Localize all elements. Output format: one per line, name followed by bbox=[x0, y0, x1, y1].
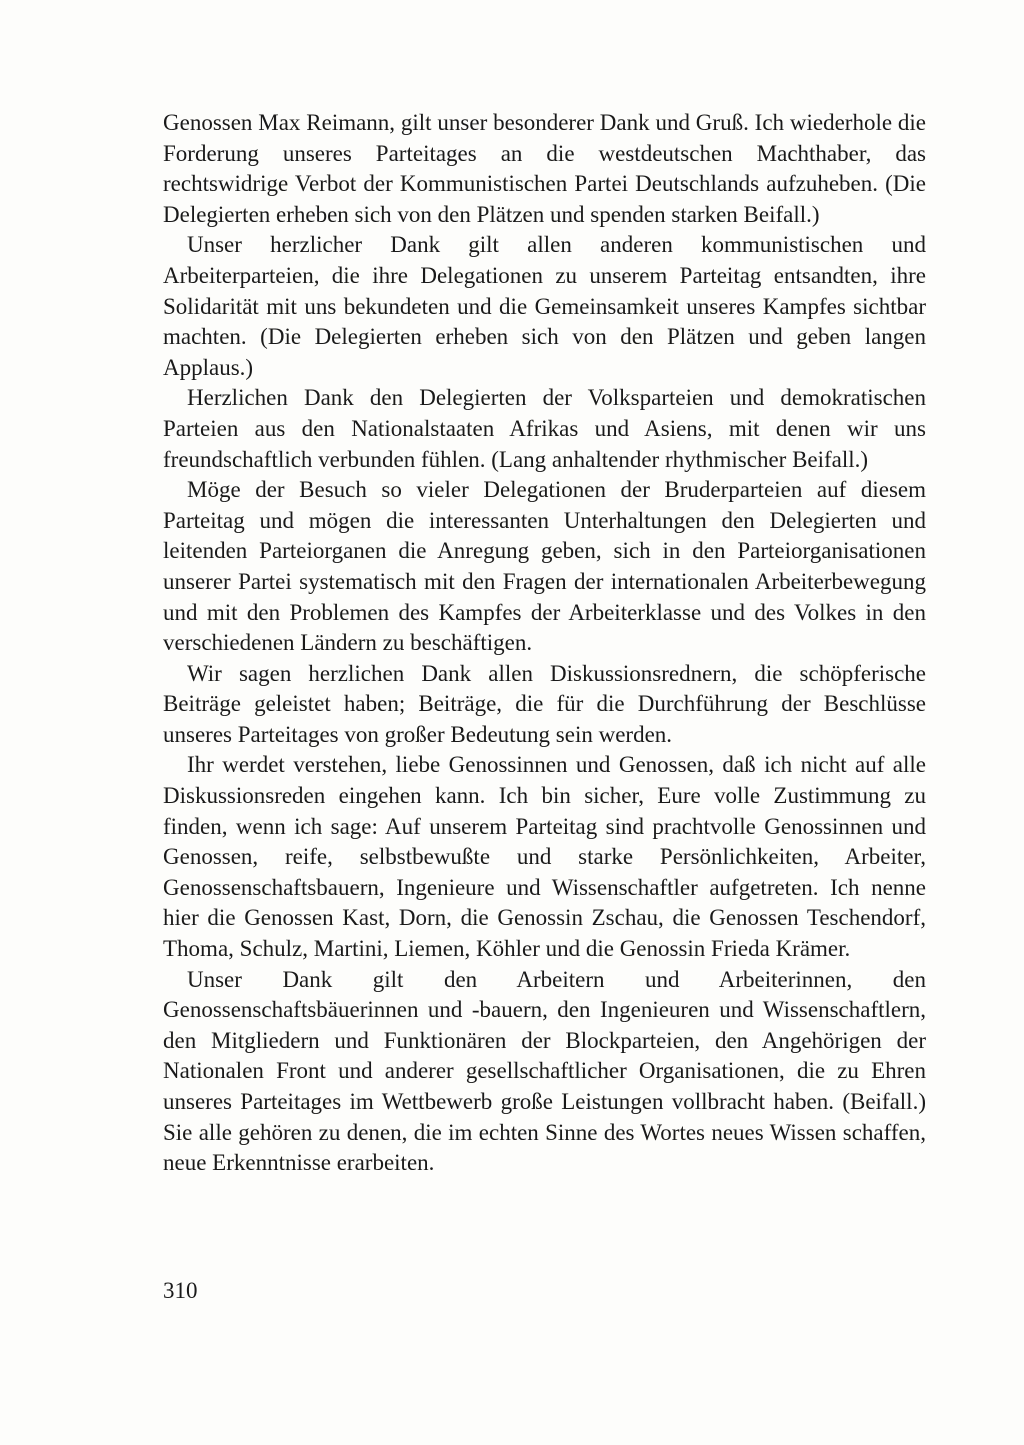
paragraph-3: Herzlichen Dank den Delegierten der Volksparteien und demokratischen Parteien aus den Nationalstaaten Afrikas und Asiens, mit denen wir uns freundschaftlich verbunden fühlen. (Lang anhaltender rhythmischer Beifall.) bbox=[163, 385, 926, 472]
paragraph-6: Ihr werdet verstehen, liebe Genossinnen und Genossen, daß ich nicht auf alle Diskussionsreden eingehen kann. Ich bin sicher, Eure volle Zustimmung zu finden, wenn ich sage: Auf unserem Parteitag sind prachtvolle Genossinnen und Genossen, reife, selbstbewußte und starke Persönlichkeiten, Arbeiter, Genossenschaftsbauern, Ingenieure und Wissenschaftler aufgetreten. Ich nenne hier die Genossen Kast, Dorn, die Genossin Zschau, die Genossen Teschendorf, Thoma, Schulz, Martini, Liemen, Köhler und die Genossin Frieda Krämer. bbox=[163, 752, 926, 962]
body-text bbox=[163, 108, 926, 1179]
paragraph-1: Genossen Max Reimann, gilt unser besonderer Dank und Gruß. Ich wiederhole die Forderung unseres Parteitages an die westdeutschen Machthaber, das rechtswidrige Verbot der Kommunistischen Partei Deutschlands aufzuheben. (Die Delegierten erheben sich von den Plätzen und spenden starken Beifall.) bbox=[163, 110, 926, 227]
page-number: 310 bbox=[163, 1278, 198, 1303]
paragraph-2: Unser herzlicher Dank gilt allen anderen kommunistischen und Arbeiterparteien, die ihre Delegationen zu unserem Parteitag entsandten, ihre Solidarität mit uns bekundeten und die Gemeinsamkeit unseres Kampfes sichtbar machten. (Die Delegierten erheben sich von den Plätzen und geben langen Applaus.) bbox=[163, 232, 926, 380]
paragraph-4: Möge der Besuch so vieler Delegationen der Bruderparteien auf diesem Parteitag und mögen die interessanten Unterhaltungen den Delegierten und leitenden Parteiorganen die Anregung geben, sich in den Parteiorganisationen unserer Partei systematisch mit den Fragen der internationalen Arbeiterbewegung und mit den Problemen des Kampfes der Arbeiterklasse und des Volkes in den verschiedenen Ländern zu beschäftigen. bbox=[163, 477, 926, 656]
paragraph-5: Wir sagen herzlichen Dank allen Diskussionsrednern, die schöpferische Beiträge geleistet haben; Beiträge, die für die Durchführung der Beschlüsse unseres Parteitages von großer Bedeutung sein werden. bbox=[163, 660, 926, 747]
paragraph-7: Unser Dank gilt den Arbeitern und Arbeiterinnen, den Genossenschaftsbäuerinnen und -bauern, den Ingenieuren und Wissenschaftlern, den Mitgliedern und Funktionären der Blockparteien, den Angehörigen der Nationalen Front und anderer gesellschaftlicher Organisationen, die zu Ehren unseres Parteitages im Wettbewerb große Leistungen vollbracht haben. (Beifall.) Sie alle gehören zu denen, die im echten Sinne des Wortes neues Wissen schaffen, neue Erkenntnisse erarbeiten. bbox=[163, 966, 926, 1176]
